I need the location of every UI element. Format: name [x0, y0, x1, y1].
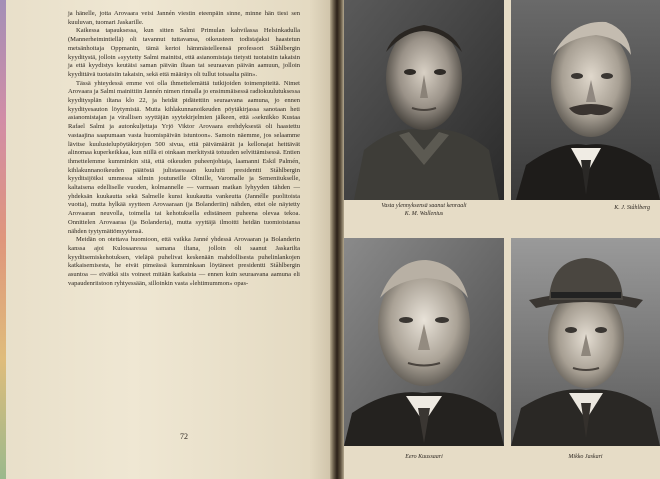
portrait-photo-wallenius: [344, 0, 504, 200]
photo-caption-kuussaari: [344, 454, 504, 462]
paragraph: ja hänelle, jotta Arovaara veisi Jannén viestin eteenpäin sinne, minne hän tiesi sen kuuluvan, tuomari Jaskarille.: [68, 10, 300, 26]
paragraph: Kaikessa tapauksessa, kun sitten Salmi Primulan kahvilassa Helsinkadulla (Mannerheimintiellä) oli tavannut tuttavansa, oikeusteen todistajaksi haastetun metsänhoitaja Oppmanin, tämä kertoi hämmästelleensä professori Ståhlbergin kyyditystä, jolloin »syytetty Salmi mainitsi, että asianomistaja tietysti tuotaisiin takaisin ja että kyydistys keutäisi saman päivän iltaan tai seuraavan päivän aamuun, jolloin kyydittävä tuotaisiin takaisin, sekä että määräys oli tullut toisaalta päin».: [68, 27, 300, 78]
caption-line: Eero Kuussaari: [405, 454, 443, 460]
paragraph: Meidän on otettava huomioon, että vaikka Janné yhdessä Arovaaran ja Bolanderin kanssa ajoi Kulosaaressa samana iltana, jolloin oli saanut Jaskarilta kyyditsemiskehotuksen, vieläpä puhelivat keskenään mahdollisesta puhelinlankojen katkaisemisesta, he eivät pimeässä kumminkaan löytäneet presidentti Ståhlbergin asuntoa — eivätkä siis voineet mitään katkaista — ennen kuin seuraavana aamuna eli vapaudenriistoon ryhtyessään, silloinkin vasta »lehtimummon» opas-: [68, 236, 300, 287]
caption-line: K. J. Ståhlberg: [614, 205, 650, 211]
portrait-photo-jaskari: [511, 238, 660, 446]
caption-line: Vasta ylennyksensä saanut kenraali: [381, 203, 467, 209]
caption-line: K. M. Wallenius: [404, 210, 444, 217]
caption-line: Mikko Jaskari: [568, 454, 603, 460]
photo-caption-stahlberg: [511, 205, 660, 213]
page-number: 72: [180, 432, 188, 441]
photo-caption-wallenius: [344, 203, 504, 218]
right-page: [344, 0, 660, 479]
photo-caption-jaskari: [511, 454, 660, 462]
paragraph: Tässä yhteydessä emme voi olla ihmettelemättä tutkijoiden toimenpiteitä. Nimet Arovaara ja Salmi mainittiin Jannén nimen rinnalla jo ensimmäisessä radiokuulutuksessa kyyditysplän iltana klo 22, ja heidät pidätettiin seuraavana aamuna, jo ennen kyydityesauton löytymistä. Mutta kihlakunnanoikeuden pöytäkirjassa sanotaan heti asianomistajan ja virallisen syyttäjän syytekirjelmien jälkeen, että »seknikko Kustaa Rafael Salmi ja autonkuljettaja Yrjö Viktor Arovaara erehdyksestä oli haastettu vastaajina saapumaan vasta huomispäivän istuntoon». Samoin näemme, jos selaamme lävitse kuulustelupöytäkirjojen 500 sivua, että päivämäärät ja kellonajat heittävät alinomaa kuperkeikkaa, kun niillä ei oinkaan merkitystä totuuden selvittämisessä. Entien ihmettelemme kumminkin sitä, että oikeuden puheenjohtaja, laamanni Eskil Palmén, kihlakunnanoikeuden päätöstä julistaessaan kuulutti presidentti Ståhlbergin kyyditsijöiksi ummessa silmin joutuneille Olinille, Varomalle ja Semeniiukselle, kaltaisena edelliselle vuoden, kolmannelle — varmaan matkan lyhyyden tähden — yhdeksän kuukautta sekä Salmelle kunsi kuukautta vankeutta (Jannélle puolitoista vuotta), mutta hylkää syytteen Arovaaraan (ja Bolanderiin) nähden, ettei ole näytetty Arovaaran neuvolla, toimella tai kehotuksella edistäneen puheena olevaa tekoa. Onnittelen Arovaaraa (ja Bolanderia), mutta syyttäjä ilmoitti heidän tuomioistansa nähden tyytymättömyytensä.: [68, 79, 300, 235]
book-gutter: [330, 0, 344, 479]
portrait-photo-stahlberg: [511, 0, 660, 200]
portrait-photo-kuussaari: [344, 238, 504, 446]
body-text: [68, 10, 300, 289]
page-edge-color: [0, 0, 6, 479]
